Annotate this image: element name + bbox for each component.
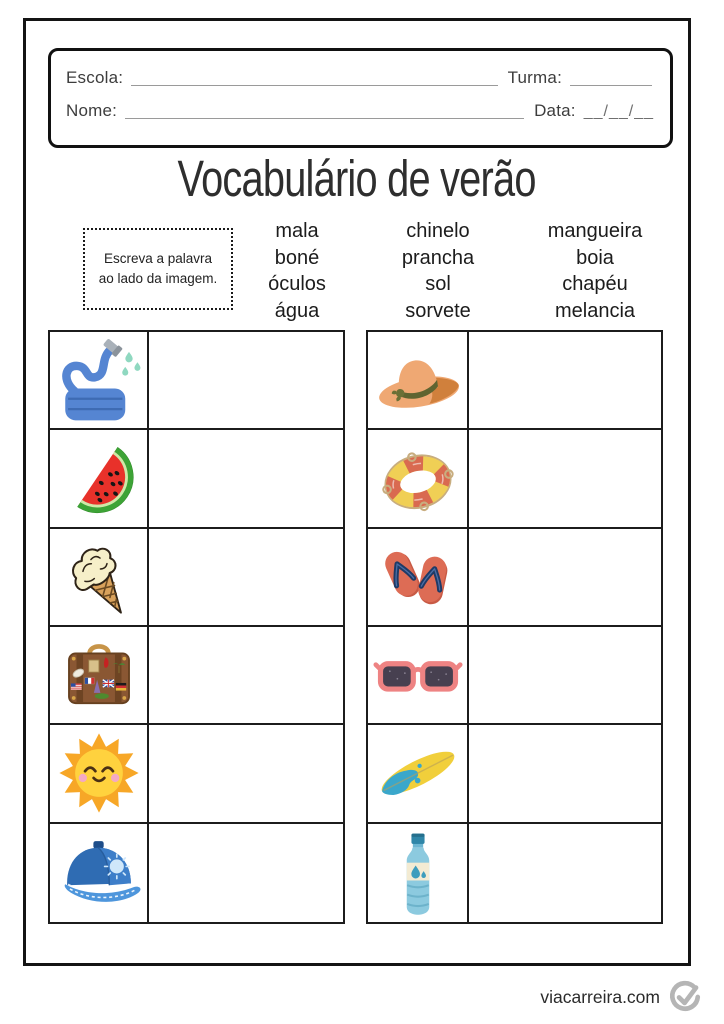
nome-label: Nome:	[66, 101, 118, 120]
escola-label: Escola:	[66, 68, 124, 87]
sun-icon	[54, 728, 144, 818]
answer-cell-life-ring[interactable]	[469, 430, 661, 526]
word-sol: sol	[425, 273, 451, 295]
table-row	[50, 529, 343, 627]
table-row	[50, 824, 343, 922]
data-label: Data:	[534, 101, 576, 120]
surfboard-icon	[373, 728, 463, 818]
vocabulary-table-right	[366, 330, 663, 924]
answer-cell-sun-hat[interactable]	[469, 332, 661, 428]
image-cell	[50, 332, 149, 428]
answer-cell-suitcase[interactable]	[149, 627, 343, 723]
sun-hat-icon	[373, 335, 463, 425]
vocabulary-table-left	[48, 330, 345, 924]
image-cell	[50, 627, 149, 723]
data-write-blanks[interactable]: __/__/__	[583, 103, 654, 120]
image-cell	[50, 725, 149, 821]
word-mala: mala	[275, 220, 319, 242]
word-agua: água	[274, 299, 320, 322]
image-cell	[368, 529, 469, 625]
image-cell	[50, 824, 149, 922]
image-cell	[368, 332, 469, 428]
word-bank-column-3	[526, 218, 664, 324]
word-chapeu: chapéu	[562, 273, 628, 295]
answer-cell-flip-flops[interactable]	[469, 529, 661, 625]
baseball-cap-icon	[54, 828, 144, 918]
nome-write-line[interactable]	[125, 103, 524, 119]
word-melancia: melancia	[554, 299, 636, 322]
table-row	[368, 627, 661, 725]
turma-label: Turma:	[507, 68, 562, 87]
instruction-line-2: ao lado da imagem.	[98, 271, 218, 286]
word-mangueira: mangueira	[547, 220, 643, 242]
image-cell	[50, 529, 149, 625]
word-bank-column-1	[238, 218, 356, 324]
word-bone: boné	[274, 246, 320, 269]
ice-cream-cone-icon	[54, 532, 144, 622]
table-row	[368, 725, 661, 823]
table-row	[368, 430, 661, 528]
flip-flops-icon	[373, 532, 463, 622]
footer	[540, 980, 702, 1014]
word-oculos: óculos	[268, 273, 326, 295]
image-cell	[368, 627, 469, 723]
turma-write-line[interactable]	[570, 70, 652, 86]
header-row-1	[66, 68, 654, 88]
sunglasses-icon	[373, 630, 463, 720]
answer-cell-garden-hose[interactable]	[149, 332, 343, 428]
word-prancha: prancha	[401, 246, 475, 269]
escola-write-line[interactable]	[131, 70, 497, 86]
table-row	[368, 824, 661, 922]
answer-cell-surfboard[interactable]	[469, 725, 661, 821]
table-row	[50, 430, 343, 528]
table-row	[50, 332, 343, 430]
suitcase-icon	[54, 630, 144, 720]
answer-cell-sun[interactable]	[149, 725, 343, 821]
table-row	[368, 529, 661, 627]
answer-cell-sunglasses[interactable]	[469, 627, 661, 723]
answer-cell-cap[interactable]	[149, 824, 343, 922]
garden-hose-icon	[54, 335, 144, 425]
life-ring-icon	[373, 433, 463, 523]
answer-cell-ice-cream[interactable]	[149, 529, 343, 625]
header-row-2	[66, 101, 654, 121]
image-cell	[368, 824, 469, 922]
instruction-box	[83, 228, 233, 310]
table-row	[368, 332, 661, 430]
answer-cell-watermelon[interactable]	[149, 430, 343, 526]
word-boia: boia	[576, 246, 614, 269]
word-chinelo: chinelo	[406, 220, 470, 242]
image-cell	[50, 430, 149, 526]
student-info-box	[48, 48, 673, 148]
instruction-line-1: Escreva a palavra	[103, 251, 213, 266]
image-cell	[368, 430, 469, 526]
watermelon-icon	[54, 433, 144, 523]
table-row	[50, 725, 343, 823]
word-bank-column-2	[378, 218, 498, 324]
check-circle-icon	[668, 980, 702, 1014]
image-cell	[368, 725, 469, 821]
word-sorvete: sorvete	[405, 299, 471, 322]
footer-site-label: viacarreira.com	[540, 986, 660, 1007]
water-bottle-icon	[373, 828, 463, 918]
table-row	[50, 627, 343, 725]
answer-cell-water-bottle[interactable]	[469, 824, 661, 922]
page-title: Vocabulário de verão	[177, 150, 537, 207]
